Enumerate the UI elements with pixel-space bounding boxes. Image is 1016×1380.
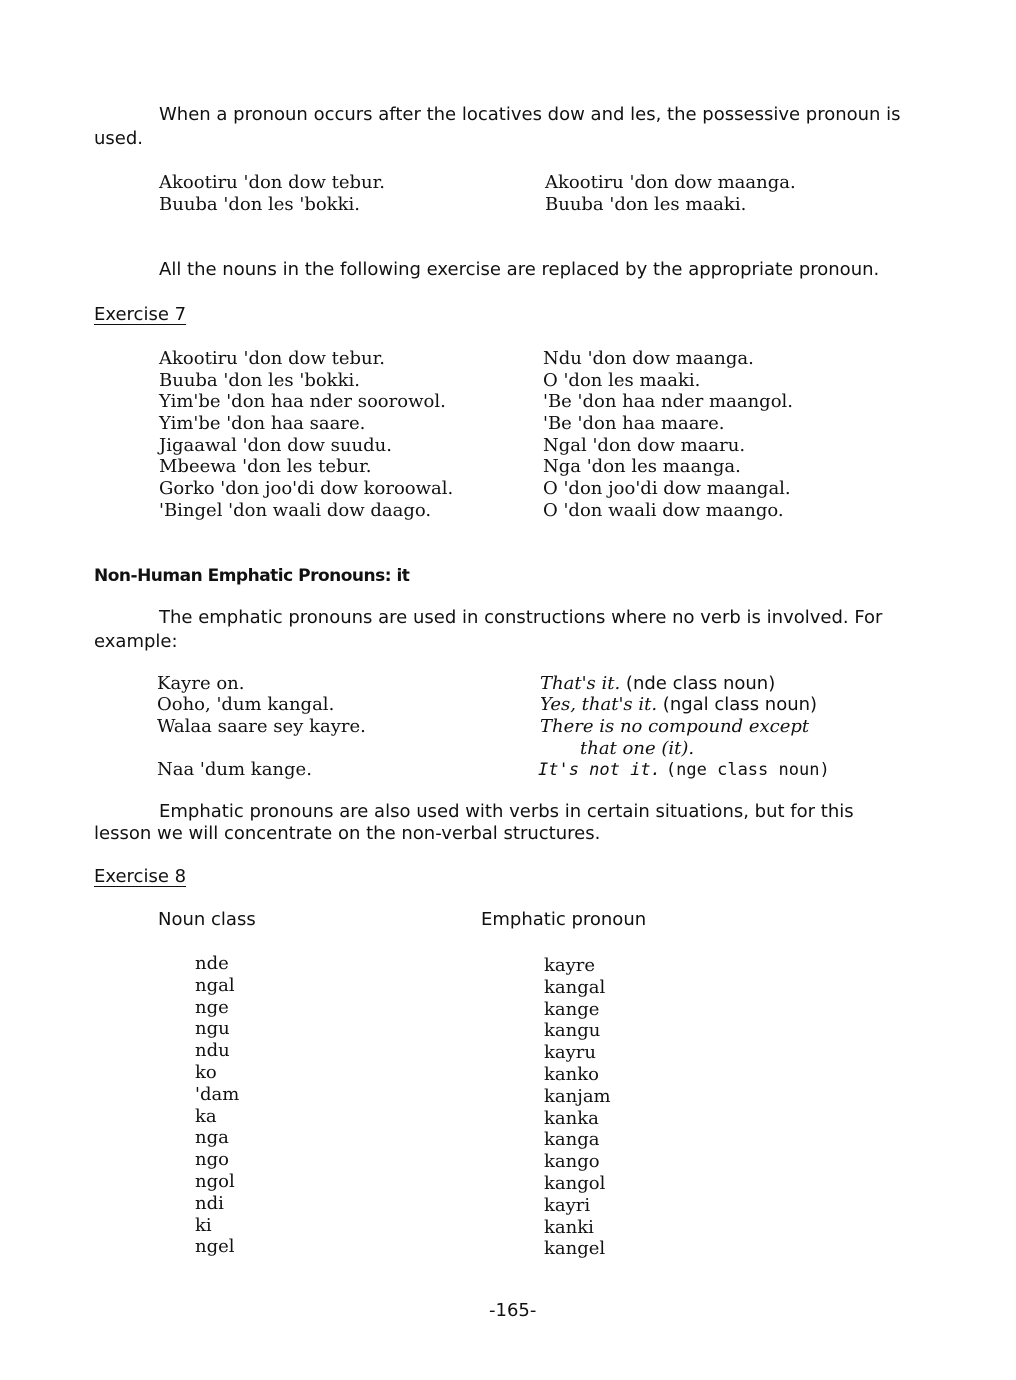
example-right-2: Buuba 'don les maaki. xyxy=(545,193,747,215)
list-item: kayru xyxy=(544,1042,597,1064)
instruction-text: All the nouns in the following exercise are replaced by the appropriate pronoun. xyxy=(159,259,880,280)
para2-line-1: Emphatic pronouns are also used with verbs in certain situations, but for this xyxy=(159,801,854,822)
list-item: kango xyxy=(544,1151,600,1173)
para1-line-2: example: xyxy=(94,631,178,652)
list-item: kanga xyxy=(544,1129,600,1151)
column-header-noun-class: Noun class xyxy=(158,909,256,930)
emphatic-left-1: Kayre on. xyxy=(157,673,245,694)
translation-text: It's not it. xyxy=(538,760,661,780)
list-item: kanki xyxy=(544,1216,594,1238)
translation-text: Yes, that's it. xyxy=(540,694,658,715)
list-item: O 'don waali dow maango. xyxy=(543,499,784,521)
emphatic-pronoun-list xyxy=(544,955,611,1260)
exercise-8-title: Exercise 8 xyxy=(94,866,187,887)
class-note: (ngal class noun) xyxy=(662,694,818,715)
list-item: kangu xyxy=(544,1020,601,1042)
exercise-7-left-list xyxy=(159,348,453,522)
list-item: ngal xyxy=(195,974,235,996)
list-item: Akootiru 'don dow tebur. xyxy=(159,348,385,369)
list-item: nge xyxy=(195,996,229,1018)
emphatic-right-1 xyxy=(540,673,775,695)
examples-left xyxy=(159,172,385,215)
list-item: ngo xyxy=(195,1149,229,1171)
list-item: kanka xyxy=(544,1107,599,1129)
exercise-7-title: Exercise 7 xyxy=(94,304,187,325)
para1-line-1: The emphatic pronouns are used in constructions where no verb is involved. For xyxy=(159,607,883,628)
emphatic-right-2 xyxy=(540,694,817,716)
noun-class-list xyxy=(195,953,239,1258)
example-left-1: Akootiru 'don dow tebur. xyxy=(159,172,385,193)
column-header-emphatic-pronoun: Emphatic pronoun xyxy=(481,909,647,930)
class-note: (nde class noun) xyxy=(625,673,776,694)
list-item: ngel xyxy=(195,1236,235,1258)
list-item: Gorko 'don joo'di dow koroowal. xyxy=(159,478,454,500)
list-item: ngu xyxy=(195,1018,230,1040)
list-item: kange xyxy=(544,998,600,1020)
list-item: 'Be 'don haa maare. xyxy=(543,413,725,435)
emphatic-right-4 xyxy=(538,759,830,782)
list-item: nga xyxy=(195,1127,229,1149)
example-left-2: Buuba 'don les 'bokki. xyxy=(159,193,360,215)
translation-text: That's it. xyxy=(540,673,621,694)
list-item: Buuba 'don les 'bokki. xyxy=(159,369,360,391)
list-item: Yim'be 'don haa saare. xyxy=(159,413,366,435)
emphatic-right-3: There is no compound except xyxy=(540,716,810,737)
para2-line-2: lesson we will concentrate on the non-verbal structures. xyxy=(94,823,601,844)
example-right-1: Akootiru 'don dow maanga. xyxy=(545,172,796,193)
examples-right xyxy=(545,172,796,215)
list-item: ngol xyxy=(195,1170,235,1192)
list-item: 'Be 'don haa nder maangol. xyxy=(543,391,794,413)
list-item: kayri xyxy=(544,1194,591,1216)
list-item: kanjam xyxy=(544,1085,611,1107)
list-item: Nga 'don les maanga. xyxy=(543,456,741,478)
list-item: kanko xyxy=(544,1063,599,1085)
emphatic-right-3-cont: that one (it). xyxy=(580,738,695,759)
list-item: Mbeewa 'don les tebur. xyxy=(159,456,372,478)
list-item: ko xyxy=(195,1061,217,1083)
list-item: 'dam xyxy=(195,1083,240,1105)
list-item: O 'don joo'di dow maangal. xyxy=(543,478,791,500)
emphatic-left-4: Naa 'dum kange. xyxy=(157,759,312,780)
list-item: kangol xyxy=(544,1172,606,1194)
list-item: kangel xyxy=(544,1238,606,1260)
list-item: ndu xyxy=(195,1040,230,1062)
class-note: (nge class noun) xyxy=(665,760,830,780)
section-title: Non-Human Emphatic Pronouns: it xyxy=(94,566,410,586)
list-item: Ngal 'don dow maaru. xyxy=(543,434,746,456)
list-item: Ndu 'don dow maanga. xyxy=(543,348,754,369)
list-item: kangal xyxy=(544,976,606,998)
list-item: Jigaawal 'don dow suudu. xyxy=(159,434,392,456)
list-item: O 'don les maaki. xyxy=(543,369,701,391)
intro-line-2: used. xyxy=(94,128,144,149)
list-item: ndi xyxy=(195,1192,224,1214)
list-item: ki xyxy=(195,1214,212,1236)
list-item: Yim'be 'don haa nder soorowol. xyxy=(159,391,446,413)
list-item: nde xyxy=(195,953,229,974)
list-item: kayre xyxy=(544,955,596,976)
intro-line-1: When a pronoun occurs after the locatives dow and les, the possessive pronoun is xyxy=(159,104,901,125)
exercise-7-right-list xyxy=(543,348,793,522)
emphatic-left-3: Walaa saare sey kayre. xyxy=(157,716,366,737)
list-item: ka xyxy=(195,1105,217,1127)
list-item: 'Bingel 'don waali dow daago. xyxy=(159,499,432,521)
page-number: -165- xyxy=(489,1300,537,1321)
emphatic-left-2: Ooho, 'dum kangal. xyxy=(157,694,335,715)
